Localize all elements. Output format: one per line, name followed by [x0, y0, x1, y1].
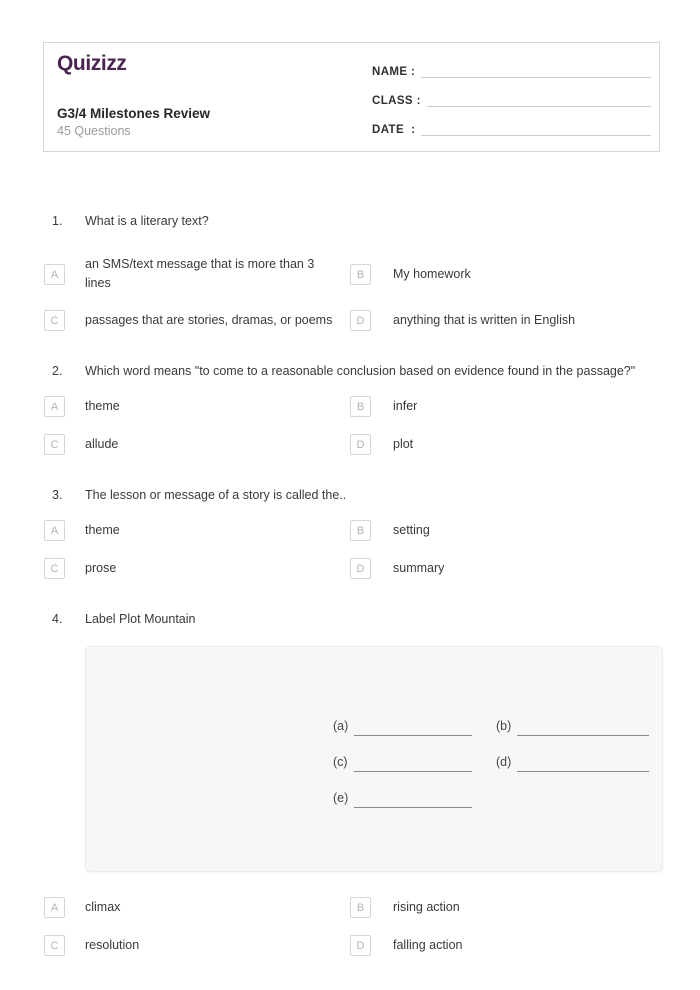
question-4 — [0, 610, 700, 956]
option-letter-box[interactable]: B — [350, 897, 371, 918]
answer-blank-e[interactable] — [354, 793, 472, 808]
option-text: allude — [85, 437, 119, 451]
option-a — [44, 255, 350, 293]
option-letter-box[interactable]: C — [44, 434, 65, 455]
option-c — [44, 310, 350, 331]
option-c — [44, 558, 350, 579]
option-d — [350, 935, 700, 956]
option-letter-box[interactable]: C — [44, 935, 65, 956]
option-text: setting — [393, 523, 430, 537]
question-4-row — [0, 610, 700, 629]
question-list — [0, 212, 700, 956]
option-letter-box[interactable]: A — [44, 897, 65, 918]
option-letter-box[interactable]: B — [350, 396, 371, 417]
question-2-options — [0, 396, 700, 455]
date-field-row — [372, 121, 651, 136]
question-1-row — [0, 212, 700, 231]
question-2-row — [0, 362, 700, 381]
answer-blank-c[interactable] — [354, 757, 472, 772]
class-blank-line[interactable] — [427, 94, 651, 107]
label-e-row — [333, 789, 496, 808]
answer-blank-a[interactable] — [354, 721, 472, 736]
option-d — [350, 310, 700, 331]
label-b-row — [496, 717, 649, 736]
label-tag: (e) — [333, 791, 349, 805]
option-text: resolution — [85, 938, 140, 952]
question-3-row — [0, 486, 700, 505]
option-letter-box[interactable]: A — [44, 396, 65, 417]
question-1-options — [0, 255, 700, 331]
label-tag: (b) — [496, 719, 512, 733]
worksheet-header — [43, 42, 660, 152]
option-text: prose — [85, 561, 117, 575]
name-field-row — [372, 63, 651, 78]
question-text: Label Plot Mountain — [85, 612, 196, 626]
answer-blank-d[interactable] — [517, 757, 649, 772]
option-text: an SMS/text message that is more than 3 lines — [85, 257, 315, 290]
option-text: climax — [85, 900, 121, 914]
question-number: 3. — [52, 488, 63, 502]
question-3 — [0, 486, 700, 579]
title-block — [57, 105, 210, 140]
name-label: NAME : — [372, 66, 416, 78]
option-letter-box[interactable]: B — [350, 264, 371, 285]
student-info-fields — [372, 63, 651, 150]
option-letter-box[interactable]: D — [350, 310, 371, 331]
option-text: theme — [85, 399, 120, 413]
option-a — [44, 520, 350, 541]
answer-blank-b[interactable] — [517, 721, 649, 736]
label-tag: (a) — [333, 719, 349, 733]
option-text: rising action — [393, 900, 460, 914]
label-c-row — [333, 753, 496, 772]
option-c — [44, 935, 350, 956]
option-text: plot — [393, 437, 414, 451]
quiz-title: G3/4 Milestones Review — [57, 106, 211, 121]
option-letter-box[interactable]: D — [350, 558, 371, 579]
option-letter-box[interactable]: B — [350, 520, 371, 541]
label-tag: (c) — [333, 755, 348, 769]
option-text: infer — [393, 399, 418, 413]
plot-mountain-label-grid — [333, 717, 649, 808]
question-number: 4. — [52, 612, 63, 626]
question-2 — [0, 362, 700, 455]
label-tag: (d) — [496, 755, 512, 769]
option-text: summary — [393, 561, 445, 575]
option-a — [44, 897, 350, 918]
option-letter-box[interactable]: A — [44, 520, 65, 541]
option-letter-box[interactable]: D — [350, 935, 371, 956]
option-text: theme — [85, 523, 120, 537]
option-letter-box[interactable]: A — [44, 264, 65, 285]
option-text: passages that are stories, dramas, or poems — [85, 313, 333, 327]
class-label: CLASS : — [372, 95, 421, 107]
question-count: 45 Questions — [57, 124, 131, 138]
option-text: My homework — [393, 266, 471, 281]
question-3-options — [0, 520, 700, 579]
option-text: anything that is written in English — [393, 313, 576, 327]
option-b — [350, 897, 700, 918]
name-blank-line[interactable] — [421, 65, 651, 78]
option-b — [350, 396, 700, 417]
class-field-row — [372, 92, 651, 107]
option-a — [44, 396, 350, 417]
option-letter-box[interactable]: D — [350, 434, 371, 455]
question-1 — [0, 212, 700, 331]
question-4-options — [0, 897, 700, 956]
option-d — [350, 558, 700, 579]
option-text: falling action — [393, 938, 463, 952]
option-d — [350, 434, 700, 455]
plot-mountain-figure — [85, 646, 663, 872]
option-letter-box[interactable]: C — [44, 558, 65, 579]
option-b — [350, 255, 700, 293]
question-text: Which word means "to come to a reasonable conclusion based on evidence found in the passage?" — [85, 364, 636, 378]
date-blank-line[interactable] — [421, 123, 651, 136]
option-c — [44, 434, 350, 455]
question-text: The lesson or message of a story is called the.. — [85, 488, 347, 502]
label-d-row — [496, 753, 649, 772]
question-text: What is a literary text? — [85, 214, 209, 228]
label-a-row — [333, 717, 496, 736]
option-letter-box[interactable]: C — [44, 310, 65, 331]
quizizz-logo-wordmark: Quizizz — [57, 52, 127, 75]
option-b — [350, 520, 700, 541]
question-number: 1. — [52, 214, 63, 228]
date-label: DATE : — [372, 124, 416, 136]
question-number: 2. — [52, 364, 63, 378]
